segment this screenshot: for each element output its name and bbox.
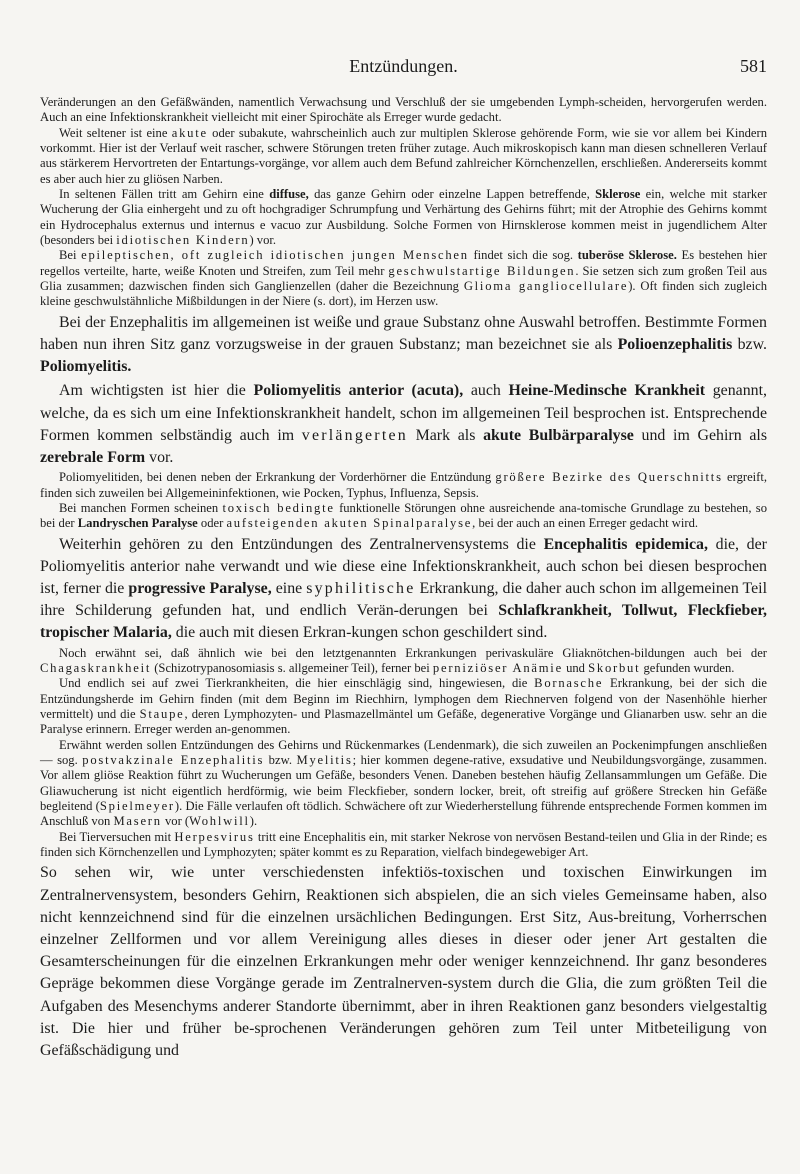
text-run: tritt eine Encephalitis ein, mit starker Nekrose von nervösen Bestand-teilen und Glia in der Rinde; es finden sich Körnchenzellen und Lymphozyten; später kommt es zu Reparation, vielfach bindegewebiger Art. <box>40 829 767 860</box>
text-run: Bei Tierversuchen mit <box>59 829 175 844</box>
paragraph-p1 <box>40 95 767 126</box>
text-run: , deren Lymphozyten- und Plasmazellmäntel um Gefäße, degenerative Vorgänge und Glianarben usw. sehr an die Paralyse erinnern. Erreger werden an-genommen. <box>40 707 767 737</box>
text-run: Am wichtigsten ist hier die <box>59 382 254 400</box>
text-run: bzw. <box>732 336 768 354</box>
text-run: vor ( <box>161 814 190 829</box>
spaced-emphasis: Staupe <box>139 707 185 721</box>
text-run: ). <box>249 814 258 829</box>
text-run: Bei der Enzephalitis im allgemeinen ist weiße und graue Substanz ohne Auswahl betroffen. Bestimmte Formen haben nun ihren Sitz ganz vorzugsweise in der grauen Substanz; man bezeichnet sie als <box>40 313 767 354</box>
spaced-emphasis: Bornasche <box>534 676 604 691</box>
text-run: vor. <box>145 449 174 467</box>
text-run: (Schizotrypanosomiasis s. allgemeiner Teil), ferner bei <box>151 660 433 675</box>
text-run: Bei manchen Formen scheinen <box>59 500 223 515</box>
paragraph-p6 <box>40 380 767 469</box>
text-run: ein, welche mit starker Wucherung der Glia einhergeht und zu oft hochgradiger Schrumpfung und Verhärtung des Gehirns führt; mit der Atrophie des Gehirns kommt ein Hydrocephalus externus und internus e vacuo zur Ausbildung. Solche Formen von Hirnsklerose kommen meist in jugendlichem Alter (besonders bei <box>40 187 767 248</box>
text-run: Noch erwähnt sei, daß ähnlich wie bei den letztgenannten Erkrankungen perivaskuläre Gliaknötchen-bildungen auch bei der <box>59 645 767 660</box>
text-run: oder subakute, wahrscheinlich auch zur multiplen Sklerose gehörende Form, wie sie vor allem bei Kindern vorkommt. Hier ist der Verlauf weit rascher, schwere Störungen treten früher zutage. Auch mikroskopisch kann man diesen schnelleren Verlauf aus stärkerem Hervortreten der Entartungs-vorgänge, vor allem auch dem Befund zahlreicher Körnchenzellen, erschließen. Andererseits kommt es aber auch hier zu gliösen Narben. <box>40 125 767 186</box>
bold-term: Landryschen Paralyse <box>77 516 198 531</box>
spaced-emphasis: idiotischen Kindern <box>116 233 250 248</box>
text-run: gefunden wurden. <box>640 660 735 675</box>
text-run: . Sie setzen sich zum großen Teil aus Glia zusammen; dazwischen finden sich Ganglienzellen (daher die Bezeichnung <box>40 263 767 294</box>
bold-term: akute Bulbärparalyse <box>483 426 634 444</box>
bold-term: progressive Paralyse, <box>128 580 272 598</box>
text-run: ). Oft finden sich zugleich kleine geschwulstähnliche Mißbildungen in der Niere (s. dort), im Herzen usw. <box>40 279 768 309</box>
text-run: das ganze Gehirn oder einzelne Lappen betreffende, <box>308 187 596 202</box>
paragraph-p11 <box>40 676 767 737</box>
paragraph-p5 <box>40 312 767 379</box>
paragraph-p13 <box>40 830 767 861</box>
text-run: oder <box>197 516 227 531</box>
spaced-emphasis: geschwulstartige Bildungen <box>388 263 576 278</box>
paragraph-p7 <box>40 470 767 501</box>
bold-term: Sklerose <box>595 187 641 202</box>
paragraph-p12 <box>40 738 767 830</box>
spaced-emphasis: Skorbut <box>588 660 641 675</box>
text-run: eine <box>271 580 307 598</box>
text-run: Erkrankung, bei der sich die Entzündungsherde im Gehirn finden (mit dem Beginn im Riechhirn, lymphogen dem Riechnerven folgend von der Nasenhöhle hierher vermittelt) und die <box>40 676 767 721</box>
bold-term: Poliomyelitis anterior (acuta), <box>253 382 464 400</box>
running-header <box>40 56 767 80</box>
spaced-emphasis: Herpesvirus <box>174 829 255 844</box>
text-run: Veränderungen an den Gefäßwänden, namentlich Verwachsung und Verschluß der sie umgebenden Lymph-scheiden, hervorgerufen werden. Auch an eine Infektionskrankheit vielleicht mit einer Spirochäte als Erreger wurde gedacht. <box>40 95 767 125</box>
text-run: In seltenen Fällen tritt am Gehirn eine <box>59 187 270 202</box>
text-run: Weiterhin gehören zu den Entzündungen des Zentralnervensystems die <box>59 535 544 553</box>
spaced-emphasis: Myelitis <box>296 753 353 768</box>
text-run: findet sich die sog. <box>468 248 578 263</box>
bold-term: Polioenzephalitis <box>617 336 733 354</box>
chapter-title: Entzündungen. <box>349 56 458 76</box>
text-run: ; hier kommen degene-rative, exsudative und Neubildungsvorgänge, zusammen. Vor allem gliöse Reaktion führt zu Wucherungen um Gefäße, besonders Venen. Daneben bestehen häufig Zellansammlungen um Gefäße. Die Gliawucherung ist nicht eigentlich herdförmig, wie beim Fleckfieber, sondern locker, breit, oft streifig auf größere Strecken hin Gefäße begleitend ( <box>40 753 767 814</box>
spaced-emphasis: postvakzinale Enzephalitis <box>82 753 265 768</box>
text-run: So sehen wir, wie unter verschiedensten infektiös-toxischen und toxischen Einwirkungen im Zentralnervensystem, besonders Gehirn, Reaktionen sich abspielen, die an sich vieles Gemeinsame haben, also nicht kennzeichnend sind für die einzelnen ursächlichen Bedingungen. Erst Sitz, Aus-breitung, Vorherrschen einzelner Zellformen und vor allem Vereinigung alles dieses in dieser oder jener Art gestalten die Gesamterscheinungen für die einzelnen Erkrankungen mehr oder weniger kennzeichnend. Ihr ganz besonderes Gepräge bekommen diese Vorgänge gerade im Zentralnerven-system durch die Glia, die zum größten Teil die Aufgaben des Mesenchyms anderer Standorte übernimmt, aber in ihren Reaktionen ganz besonders vielgestaltig ist. Die hier und früher be-sprochenen Veränderungen gehören zum Teil unter Mitbeteiligung von Gefäßschädigung und <box>40 864 767 1060</box>
paragraph-p9 <box>40 534 767 645</box>
bold-term: Encephalitis epidemica, <box>543 535 708 553</box>
paragraph-p2 <box>40 126 767 187</box>
text-run: Erkrankung, die daher auch schon im allgemeinen Teil ihre Schilderung gefunden hat, und endlich Verän-derungen bei <box>40 580 767 620</box>
spaced-emphasis: verlängerten <box>301 426 408 444</box>
text-run: Poliomyelitiden, bei denen neben der Erkrankung der Vorderhörner die Entzündung <box>59 470 496 485</box>
text-run: Erwähnt werden sollen Entzündungen des Gehirns und Rückenmarkes (Lendenmark), die sich zuweilen an Pockenimpfungen anschließen — sog. <box>40 737 767 768</box>
text-run: und im Gehirn als <box>633 426 767 444</box>
text-run: Es bestehen hier regellos verteilte, harte, weiße Knoten und Streifen, zum Teil mehr <box>40 248 767 278</box>
text-run: , bei der auch an einen Erreger gedacht wird. <box>472 516 699 531</box>
spaced-emphasis: Chagaskrankheit <box>40 660 152 675</box>
text-run: Und endlich sei auf zwei Tierkrankheiten, die hier einschlägig sind, hingewiesen, die <box>59 676 535 691</box>
spaced-emphasis: Wohlwill <box>189 814 250 829</box>
paragraph-p8 <box>40 501 767 532</box>
spaced-emphasis: Glioma gangliocellulare <box>463 279 629 294</box>
bold-term: Schlafkrankheit, Tollwut, Fleckfieber, tropischer Malaria, <box>40 602 767 642</box>
text-run: Bei <box>59 248 82 263</box>
spaced-emphasis: toxisch bedingte <box>222 500 335 515</box>
spaced-emphasis: perniziöser Anämie <box>432 660 563 675</box>
paragraph-p4 <box>40 248 767 309</box>
text-run: die auch mit diesen Erkran-kungen schon geschildert sind. <box>171 624 548 642</box>
text-run: ergreift, finden sich zuweilen bei Allgemeininfektionen, wie Pocken, Typhus, Influenza, Sepsis. <box>40 470 767 500</box>
spaced-emphasis: aufsteigenden akuten Spinalparalyse <box>226 516 473 531</box>
bold-term: Heine-Medinsche Krankheit <box>508 382 706 400</box>
text-run: bzw. <box>264 753 297 768</box>
text-run: ). Die Fälle verlaufen oft tödlich. Schwächere oft zur Wiederherstellung führende entsprechende Formen kommen im Anschluß von <box>40 799 768 829</box>
bold-term: diffuse, <box>269 187 309 202</box>
text-run: ) vor. <box>249 233 277 248</box>
bold-term: tuberöse Sklerose. <box>577 248 677 263</box>
text-run: und <box>562 660 589 675</box>
bold-term: zerebrale Form <box>40 449 146 467</box>
spaced-emphasis: syphilitische <box>306 580 416 598</box>
text-run: auch <box>463 382 509 400</box>
body-text <box>40 95 767 1063</box>
spaced-emphasis: Spielmeyer <box>99 799 175 814</box>
spaced-emphasis: größere Bezirke des Querschnitts <box>495 470 723 485</box>
spaced-emphasis: epileptischen, oft zugleich idiotischen jungen Menschen <box>81 248 469 263</box>
text-run: genannt, welche, da es sich um eine Infektionskrankheit handelt, schon im allgemeinen Teil besprochen ist. Entsprechende Formen kommen selbständig auch im <box>40 382 768 444</box>
text-run: die, der Poliomyelitis anterior nahe verwandt und wie diese eine Infektionskrankheit, auch schon bei diesen besprochen ist, ferner die <box>40 535 767 598</box>
spaced-emphasis: Masern <box>113 814 162 829</box>
paragraph-p3 <box>40 187 767 248</box>
bold-term: Poliomyelitis. <box>40 358 132 376</box>
paragraph-p10 <box>40 646 767 677</box>
text-run: Weit seltener ist eine <box>59 125 172 140</box>
text-run: funktionelle Störungen ohne ausreichende ana-tomische Grundlage zu bestehen, so bei der <box>40 500 768 531</box>
text-run: Mark als <box>407 426 484 444</box>
spaced-emphasis: akute <box>171 125 208 140</box>
page-number: 581 <box>740 56 767 76</box>
paragraph-p14 <box>40 862 767 1062</box>
